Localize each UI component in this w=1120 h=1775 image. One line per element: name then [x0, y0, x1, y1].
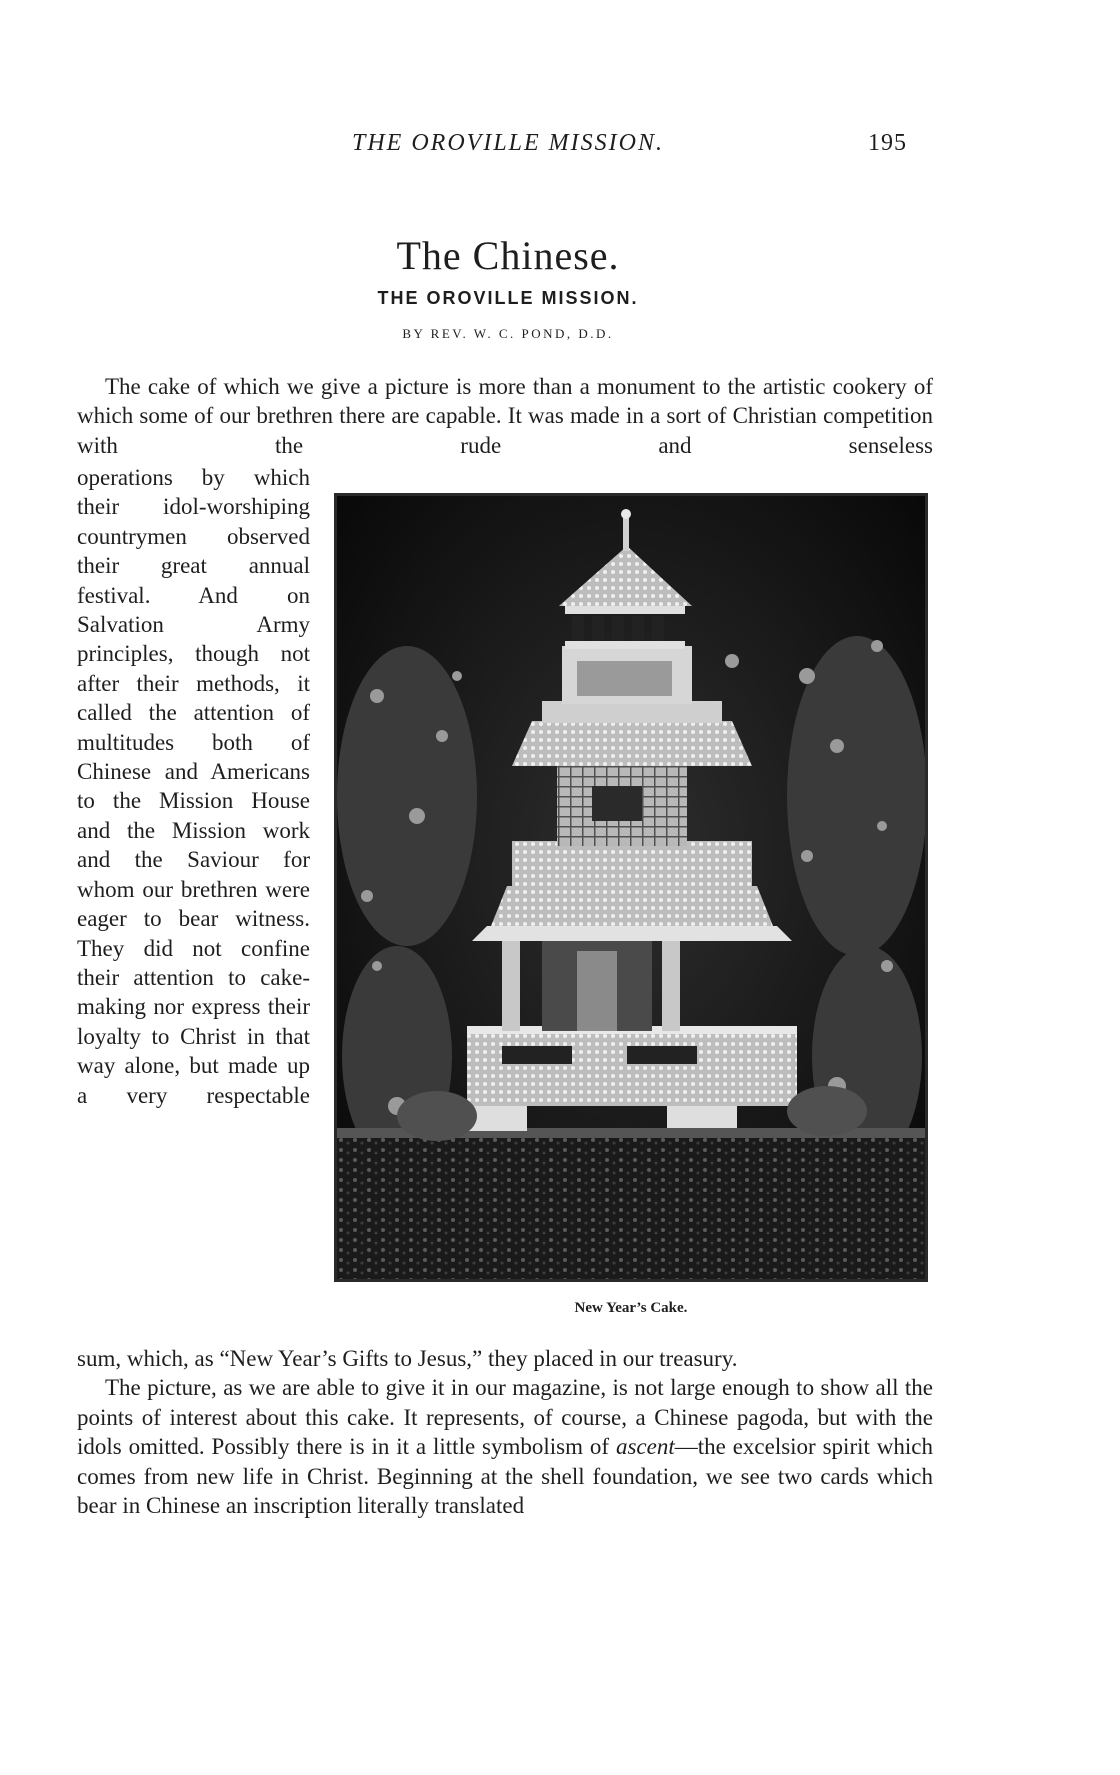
- paragraph-1-end: sum, which, as “New Year’s Gifts to Jesus,” they placed in our treasury.: [77, 1346, 738, 1371]
- cake-photograph: [334, 493, 928, 1282]
- page-number: 195: [868, 130, 907, 156]
- running-title: THE OROVILLE MISSION.: [352, 130, 664, 156]
- paragraph-2-emphasis: ascent: [615, 1434, 675, 1460]
- paragraph-2: [77, 1373, 933, 1520]
- paragraph-continuation: [77, 1344, 933, 1520]
- paragraph-2-before: The picture, as we are able to give it in our magazine, is not large enough to show all the points of interest about this cake. It represents, of course, a Chinese pagoda, but with the idols omitted. Possibly there is in it a little symbolism of: [77, 1375, 933, 1460]
- article-byline: BY REV. W. C. POND, D.D.: [402, 326, 614, 341]
- paragraph-1-column: [77, 463, 310, 1110]
- paragraph-1-full-width: The cake of which we give a picture is more than a monument to the artistic cookery of which some of our brethren there are capable. It was made in a sort of Christian competition with the rude and senseless: [77, 374, 933, 458]
- paragraph-1-lead: [77, 372, 933, 460]
- running-head: [0, 130, 1120, 170]
- figure-caption: New Year’s Cake.: [574, 1300, 688, 1316]
- paragraph-1-column-text: operations by which their idol-worshiping countrymen observed their great annual festival. And on Salvation Army principles, though not after their methods, it called the attention of multitudes both of Chinese and Americans to the Mission House and the Mission work and the Saviour for whom our brethren were eager to bear witness. They did not confine their attention to cake-making nor express their loyalty to Christ in that way alone, but made up a very respectable: [77, 465, 310, 1108]
- article-title: The Chinese.: [396, 233, 620, 278]
- paragraph-2-after: —the excelsior spirit which comes from new life in Christ. Beginning at the shell foundation, we see two cards which bear in Chinese an inscription literally translated: [77, 1434, 933, 1519]
- pagoda-cake-illustration: [337, 496, 925, 1279]
- article-subtitle: THE OROVILLE MISSION.: [377, 288, 639, 308]
